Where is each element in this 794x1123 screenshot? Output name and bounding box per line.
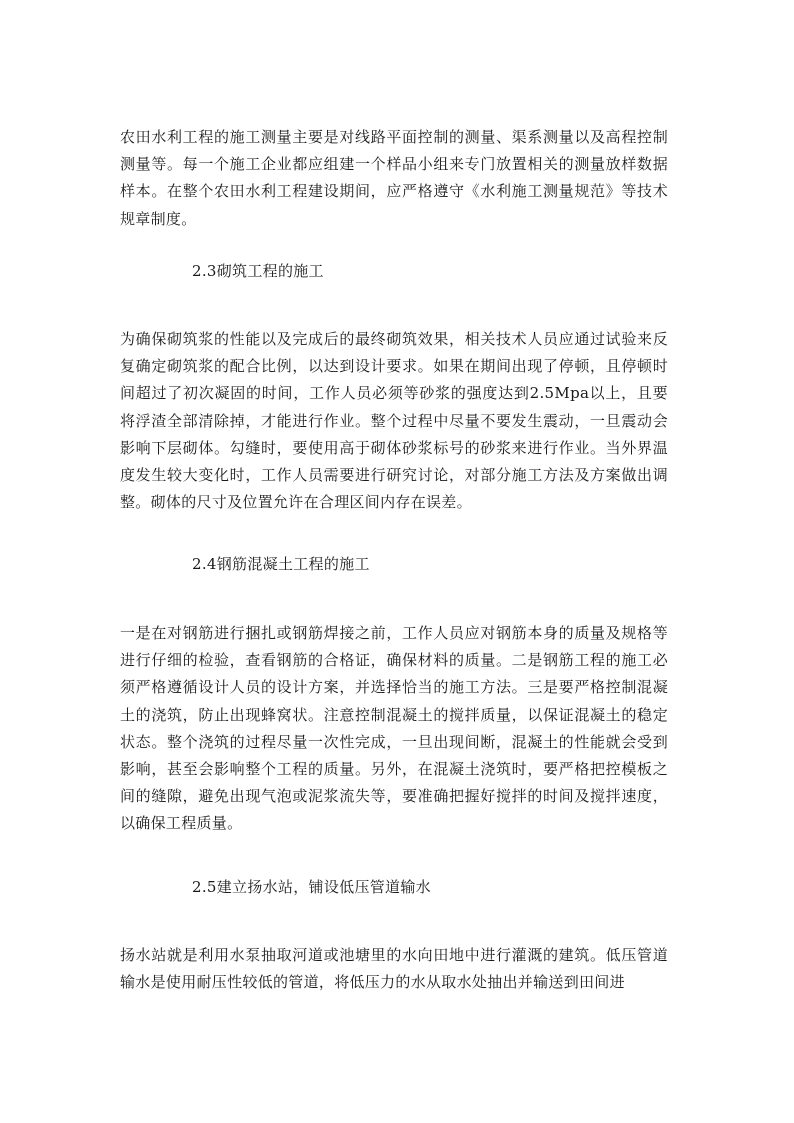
paragraph-measurement: 农田水利工程的施工测量主要是对线路平面控制的测量、渠系测量以及高程控制测量等。每一个施工企业都应组建一个样品小组来专门放置相关的测量放样数据样本。在整个农田水利工程建设期间，应严格遵守《水利施工测量规范》等技术规章制度。 xyxy=(120,128,668,228)
paragraph-reinforced-concrete: 一是在对钢筋进行捆扎或钢筋焊接之前，工作人员应对钢筋本身的质量及规格等进行仔细的检验，查看钢筋的合格证，确保材料的质量。二是钢筋工程的施工必须严格遵循设计人员的设计方案，并选择恰当的施工方法。三是要严格控制混凝土的浇筑，防止出现蜂窝状。注意控制混凝土的搅拌质量，以保证混凝土的稳定状态。整个浇筑的过程尽量一次性完成，一旦出现间断，混凝土的性能就会受到影响，甚至会影响整个工程的质量。另外，在混凝土浇筑时，要严格把控模板之间的缝隙，避免出现气泡或泥浆流失等，要准确把握好搅拌的时间及搅拌速度，以确保工程质量。 xyxy=(120,624,668,833)
section-heading-2-3: 2.3砌筑工程的施工 xyxy=(192,262,324,280)
paragraph-masonry: 为确保砌筑浆的性能以及完成后的最终砌筑效果，相关技术人员应通过试验来反复确定砌筑浆的配合比例，以达到设计要求。如果在期间出现了停顿，且停顿时间超过了初次凝固的时间，工作人员必须等砂浆的强度达到2.5Mpa以上，且要将浮渣全部清除掉，才能进行作业。整个过程中尽量不要发生震动，一旦震动会影响下层砌体。勾缝时，要使用高于砌体砂浆标号的砂浆来进行作业。当外界温度发生较大变化时，工作人员需要进行研究讨论，对部分施工方法及方案做出调整。砌体的尺寸及位置允许在合理区间内存在误差。 xyxy=(120,330,668,512)
section-heading-2-4: 2.4钢筋混凝土工程的施工 xyxy=(192,555,370,573)
paragraph-pumping-station: 扬水站就是利用水泵抽取河道或池塘里的水向田地中进行灌溉的建筑。低压管道输水是使用耐压性较低的管道，将低压力的水从取水处抽出并输送到田间进 xyxy=(120,946,668,992)
section-heading-2-5: 2.5建立扬水站，铺设低压管道输水 xyxy=(192,878,431,896)
